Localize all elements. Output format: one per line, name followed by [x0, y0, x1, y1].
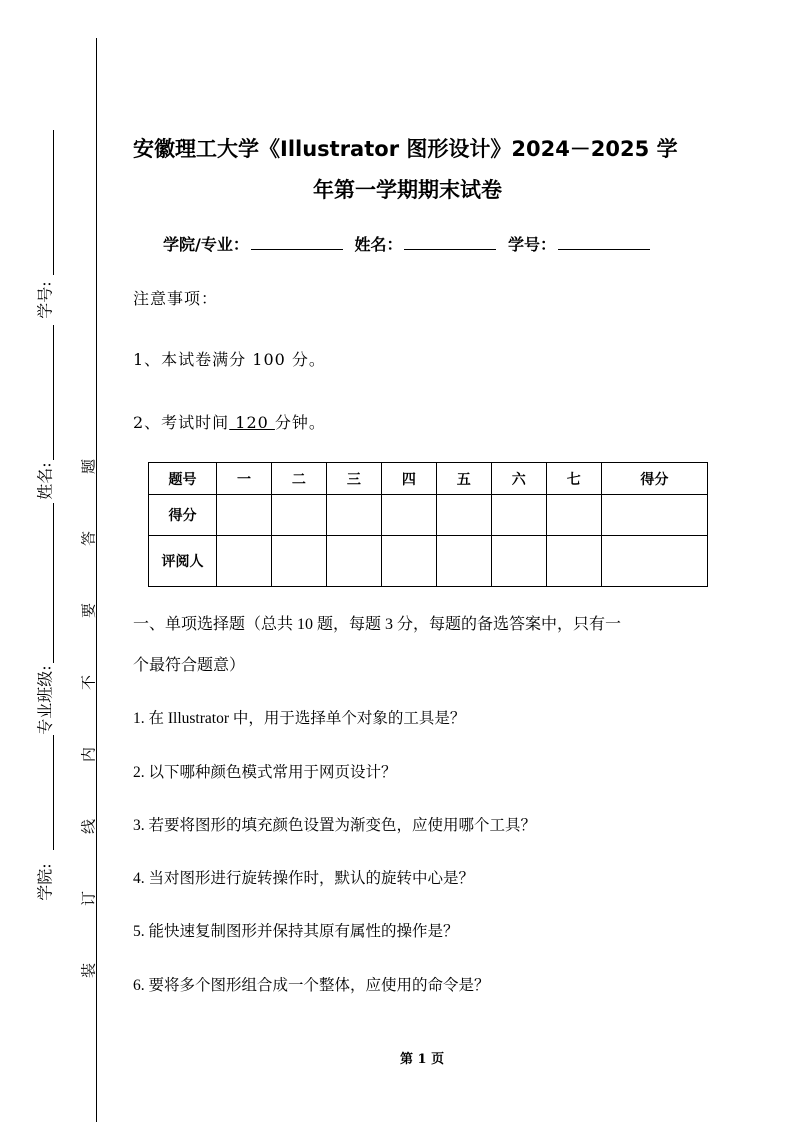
student-info-row: [163, 232, 656, 255]
notes-heading: 注意事项：: [133, 289, 219, 308]
note-item-2: [133, 410, 326, 433]
table-row: [149, 495, 708, 536]
score-table-header: [149, 463, 708, 495]
header-cell: 六: [491, 463, 546, 495]
reviewer-cell[interactable]: [271, 536, 326, 587]
question-1: 1. 在 Illustrator 中，用于选择单个对象的工具是？: [133, 710, 466, 727]
college-field[interactable]: [251, 235, 343, 250]
row-label: 评阅人: [149, 536, 217, 587]
score-cell[interactable]: [271, 495, 326, 536]
binding-warning: 装订线内不要答题: [79, 401, 98, 979]
question-5: 5. 能快速复制图形并保持其原有属性的操作是？: [133, 923, 459, 940]
header-cell: 五: [436, 463, 491, 495]
note-item-2-suffix: 分钟。: [274, 413, 326, 432]
reviewer-cell[interactable]: [491, 536, 546, 587]
score-cell[interactable]: [601, 495, 707, 536]
reviewer-cell[interactable]: [601, 536, 707, 587]
score-cell[interactable]: [491, 495, 546, 536]
header-cell: 三: [326, 463, 381, 495]
major-line: [53, 503, 54, 663]
header-cell: 七: [546, 463, 601, 495]
student-id-line: [53, 130, 54, 275]
score-cell[interactable]: [546, 495, 601, 536]
question-6: 6. 要将多个图形组合成一个整体，应使用的命令是？: [133, 977, 490, 994]
page-number: 第 1 页: [400, 1052, 445, 1067]
reviewer-cell[interactable]: [326, 536, 381, 587]
name-label: 姓名：: [354, 235, 403, 254]
section-heading-line2: 个最符合题意）: [133, 657, 246, 674]
margin-name-label: 姓名:: [35, 462, 55, 500]
exam-duration: 120: [229, 413, 275, 432]
id-field[interactable]: [558, 235, 650, 250]
header-cell: 一: [217, 463, 272, 495]
college-line: [53, 735, 54, 850]
header-cell: 得分: [601, 463, 707, 495]
header-cell: 题号: [149, 463, 217, 495]
name-line: [53, 325, 54, 460]
exam-title-line1: 安徽理工大学《Illustrator 图形设计》2024－2025 学: [133, 137, 678, 161]
exam-title-line2: 年第一学期期末试卷: [313, 178, 502, 202]
name-field[interactable]: [404, 235, 496, 250]
note-item-2-prefix: 2、考试时间: [133, 413, 230, 432]
score-cell[interactable]: [381, 495, 436, 536]
margin-college-label: 学院:: [35, 863, 55, 901]
margin-major-label: 专业班级:: [35, 665, 55, 735]
header-cell: 四: [381, 463, 436, 495]
reviewer-cell[interactable]: [217, 536, 272, 587]
question-4: 4. 当对图形进行旋转操作时，默认的旋转中心是？: [133, 870, 475, 887]
question-3: 3. 若要将图形的填充颜色设置为渐变色，应使用哪个工具？: [133, 817, 537, 834]
reviewer-cell[interactable]: [436, 536, 491, 587]
question-2: 2. 以下哪种颜色模式常用于网页设计？: [133, 764, 397, 781]
margin-student-id-label: 学号:: [35, 281, 55, 319]
table-row: [149, 536, 708, 587]
college-label: 学院/专业：: [163, 235, 249, 254]
reviewer-cell[interactable]: [381, 536, 436, 587]
reviewer-cell[interactable]: [546, 536, 601, 587]
score-table: [148, 462, 708, 587]
score-cell[interactable]: [436, 495, 491, 536]
score-cell[interactable]: [326, 495, 381, 536]
score-cell[interactable]: [217, 495, 272, 536]
row-label: 得分: [149, 495, 217, 536]
section-heading-line1: 一、单项选择题（总共 10 题，每题 3 分，每题的备选答案中，只有一: [133, 616, 622, 633]
header-cell: 二: [271, 463, 326, 495]
note-item-1: 1、本试卷满分 100 分。: [133, 350, 326, 369]
id-label: 学号：: [508, 235, 557, 254]
